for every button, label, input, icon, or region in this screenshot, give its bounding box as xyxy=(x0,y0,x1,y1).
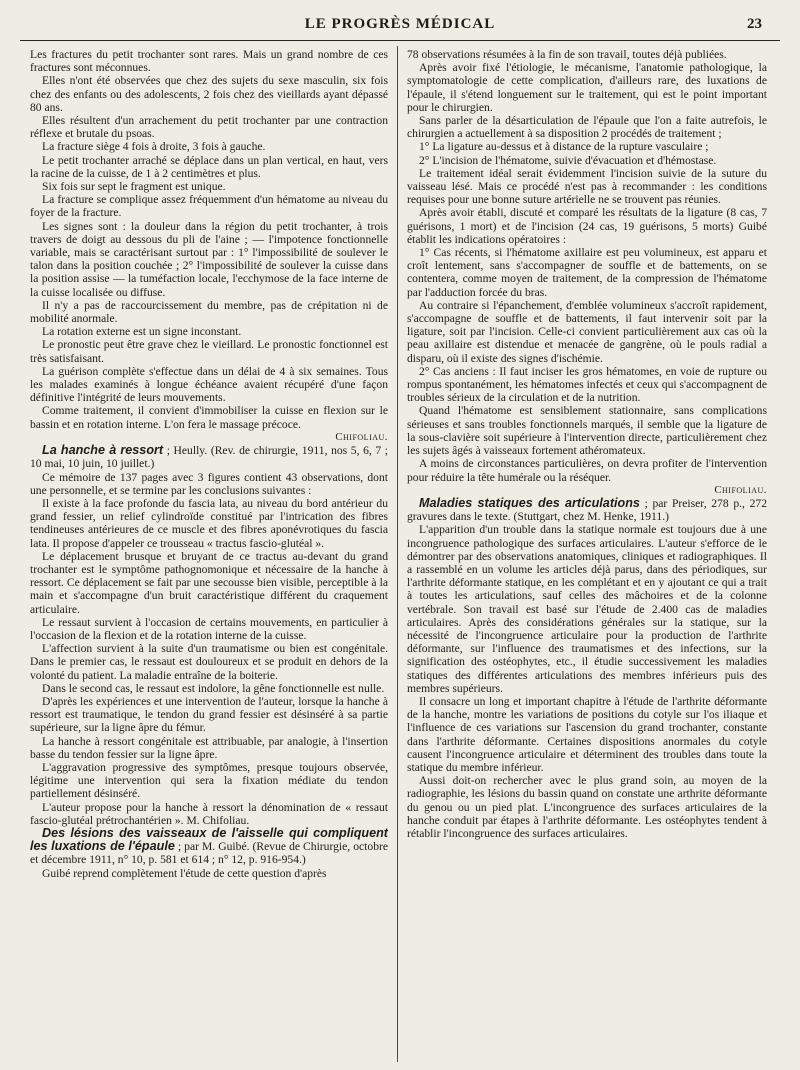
paragraph: 2° L'incision de l'hématome, suivie d'évacuation et d'hémostase. xyxy=(419,153,717,167)
page-number: 23 xyxy=(747,16,762,32)
paragraph: Après avoir fixé l'étiologie, le mécanisme, l'anatomie pathologique, la symptomatologie de cette complication, d'ailleurs rare, des luxations de l'épaule, il s'étend longuement sur le traitement, qui est le point important pour le chirurgien. xyxy=(407,61,767,114)
author-signature: Chifoliau. xyxy=(714,483,767,496)
paragraph: D'après les expériences et une intervention de l'auteur, lorsque la hanche à ressort est traumatique, le tendon du grand fessier est désinséré à sa partie supérieure, sur la ligne âpre du fémur. xyxy=(30,694,388,735)
paragraph: Les fractures du petit trochanter sont rares. Mais un grand nombre de ces fractures sont méconnues. xyxy=(30,48,388,75)
paragraph: La rotation externe est un signe inconstant. xyxy=(42,325,242,339)
paragraph: Guibé reprend complètement l'étude de cette question d'après xyxy=(42,866,327,880)
intro-paragraphs xyxy=(30,48,388,431)
article-heading-lesions xyxy=(30,827,388,867)
paragraph: L'affection survient à la suite d'un traumatisme ou bien est congénitale. Dans le premier cas, le ressaut est douloureux et se produit en dehors de la volonté du patient. La maladie entraîne de la boiterie. xyxy=(30,642,388,682)
paragraph: La fracture siège 4 fois à droite, 3 fois à gauche. xyxy=(42,140,266,154)
paragraph: L'aggravation progressive des symptômes, presque toujours observée, légitime une intervention qui sera la fixation médiate du tendon partiellement désinséré. xyxy=(30,760,388,801)
paragraph: L'auteur propose pour la hanche à ressort la dénomination de « ressaut fascio-glutéal prétrochantérien ». M. Chifoliau. xyxy=(30,800,388,827)
paragraph: L'apparition d'un trouble dans la statique normale est toujours due à une incongruence pathologique des surfaces articulaires. L'auteur s'efforce de le démontrer par des observations anatomiques, cliniques et radiographiques. Il a rassemblé en un volume les articles déjà parus, dans des périodiques, sur l'arthrite déformante statique, en les complétant et en y ajoutant ce qui a trait à toutes les articulations, sauf celles des mâchoires et de la colonne vertébrale. Son travail est basé sur l'étude de 2.400 cas de maladies articulaires. Après des considérations générales sur la statique, sur la nécessité de l'incongruence articulaire pour la production de l'arthrite déformante, sur l'influence des traumatismes et des infections, sur la signification des ostéophytes, etc., il étudie successivement les maladies statiques des différentes articulations des membres inférieurs puis des membres supérieurs. xyxy=(407,523,767,695)
paragraph: Le traitement idéal serait évidemment l'incision suivie de la suture du vaisseau lésé. Mais ce procédé n'est pas à recommander : les conditions requises pour une bonne suture artérielle ne se trouvent pas réunies. xyxy=(407,166,767,207)
paragraph: 1° Cas récents, si l'hématome axillaire est peu volumineux, est apparu et croît lentement, sans s'accompagner de souffle et de battements, on se contentera, comme moyen de traitement, de la compression de l'hématome par l'adduction forcée du bras. xyxy=(407,246,767,299)
maladies-paragraphs xyxy=(407,523,767,840)
lesions-continued-paragraphs xyxy=(407,48,767,484)
paragraph: Le ressaut survient à l'occasion de certains mouvements, en particulier à l'occasion de la flexion et de la rotation interne de la cuisse. xyxy=(30,615,388,642)
article-title: Maladies statiques des articulations xyxy=(419,495,640,510)
article-reference: ; par Preiser, 278 p., 272 gravures dans le texte. (Stuttgart, chez M. Henke, 1911.) xyxy=(407,496,767,524)
paragraph: Le déplacement brusque et bruyant de ce tractus au-devant du grand trochanter est le symptôme pathognomonique et nécessaire de la hanche à ressort. Ce déplacement se fait par une secousse bien visible, perceptible à la main et s'accompagne d'un bruit caractéristique différent du craquement articulaire. xyxy=(30,549,388,616)
author-signature: Chifoliau. xyxy=(335,430,388,443)
paragraph: Il consacre un long et important chapitre à l'étude de l'arthrite déformante de la hanche, montre les variations de positions du cotyle sur l'os iliaque et l'influence de ces variations sur l'ascension du grand trochanter, constante dans l'arthrite déformante. Certaines dispositions anormales du cotyle causent l'incongruence articulaire et déterminent des troubles dans toute la statique du membre inférieur. xyxy=(407,694,767,774)
paragraph: La hanche à ressort congénitale est attribuable, par analogie, à l'insertion basse du tendon fessier sur la ligne âpre. xyxy=(30,734,388,761)
paragraph: Aussi doit-on rechercher avec le plus grand soin, au moyen de la radiographie, les lésions du bassin quand on constate une arthrite déformante du genou ou un pied plat. L'incongruence des surfaces articulaires de la hanche conduit par étapes à l'arthrite déformante. Les ostéophytes tendent à rétablir l'incongruence des surfaces articulaires. xyxy=(407,774,767,840)
paragraph: Quand l'hématome est sensiblement stationnaire, sans complications sérieuses et sans troubles fonctionnels marqués, il semble que la ligature de la sous-clavière soit supérieure à l'intervention directe, particulièrement chez les sujets âgés à vaisseaux fortement athéromateux. xyxy=(407,404,767,458)
paragraph: Il n'y a pas de raccourcissement du membre, pas de crépitation ni de mobilité anormale. xyxy=(30,298,388,326)
hanche-paragraphs xyxy=(30,471,388,827)
paragraph: Il existe à la face profonde du fascia lata, au niveau du bord antérieur du grand fessier, un relief cylindroïde constitué par l'intrication des fibres tendineuses antérieures de ce muscle et des fibres aponévrotiques du fascia lata. Il propose d'appeler ce trousseau « tractus fascio-glutéal ». xyxy=(30,496,388,550)
paragraph: 78 observations résumées à la fin de son travail, toutes déjà publiées. xyxy=(407,48,727,61)
page-header xyxy=(20,14,780,41)
paragraph: Dans le second cas, le ressaut est indolore, la gêne fonctionnelle est nulle. xyxy=(42,681,385,695)
paragraph: Elles n'ont été observées que chez des sujets du sexe masculin, six fois chez des enfants ou des adolescents, 2 fois chez des vieillards ayant dépassé 80 ans. xyxy=(30,74,388,114)
paragraph: Comme traitement, il convient d'immobiliser la cuisse en flexion sur le bassin et en rotation interne. L'on fera le massage précoce. xyxy=(30,404,388,431)
paragraph: La guérison complète s'effectue dans un délai de 4 à six semaines. Tous les malades examinés à longue échéance avaient récupéré d'une façon définitive l'intégrité de leurs mouvements. xyxy=(30,364,388,405)
paragraph: Le petit trochanter arraché se déplace dans un plan vertical, en haut, vers la racine de la cuisse, de 1 à 2 centimètres et plus. xyxy=(30,153,388,180)
article-title: Des lésions des vaisseaux de l'aisselle qui compliquent les luxations de l'épaule xyxy=(30,825,388,854)
paragraph: Les signes sont : la douleur dans la région du petit trochanter, à trois travers de doigt au dessous du pli de l'aine ; — l'impotence fonctionnelle variable, mais se caractérisant surtout par : 1° l'impossibilité de soulever le talon dans la position couchée ; 2° l'impossibilité de soulever la cuisse dans la position assise — la tuméfaction locale, l'ecchymose de la face interne de la cuisse localisée ou diffuse. xyxy=(30,219,388,299)
column-divider xyxy=(397,46,398,1062)
article-title: La hanche à ressort xyxy=(42,443,164,458)
paragraph: 1° La ligature au-dessus et à distance de la rupture vasculaire ; xyxy=(419,140,709,154)
right-column xyxy=(407,48,767,1060)
paragraph: La fracture se complique assez fréquemment d'un hématome au niveau du foyer de la fracture. xyxy=(30,193,388,220)
paragraph: Elles résultent d'un arrachement du petit trochanter par une contraction réflexe et brutale du psoas. xyxy=(30,114,388,141)
paragraph: Après avoir établi, discuté et comparé les résultats de la ligature (8 cas, 7 guérisons, 1 mort) et de l'incision (24 cas, 19 guérisons, 5 morts) Guibé établit les indications opératoires : xyxy=(407,206,767,246)
paragraph: Le pronostic peut être grave chez le vieillard. Le pronostic fonctionnel est très satisfaisant. xyxy=(30,338,388,365)
article-heading-maladies xyxy=(407,497,767,523)
left-column xyxy=(30,48,388,1060)
paragraph: A moins de circonstances particulières, on devra profiter de l'intervention pour réduire la tête humérale ou la réséquer. xyxy=(407,457,767,484)
paragraph: Ce mémoire de 137 pages avec 3 figures contient 43 observations, dont une personnelle, et se termine par les conclusions suivantes : xyxy=(30,470,388,497)
article-heading-hanche xyxy=(30,444,388,470)
paragraph: 2° Cas anciens : Il faut inciser les gros hématomes, en voie de rupture ou rompus spontanément, les hématomes infectés et ceux qui s'accompagnent de troubles sérieux de la circulation et de la nutrition. xyxy=(407,364,767,405)
journal-title: LE PROGRÈS MÉDICAL xyxy=(304,16,496,32)
paragraph: Sans parler de la désarticulation de l'épaule que l'on a faite autrefois, le chirurgien a actuellement à sa disposition 2 procédés de traitement ; xyxy=(407,114,767,141)
paragraph: Au contraire si l'épanchement, d'emblée volumineux s'accroît rapidement, s'accompagne de souffle et de battements, il faut intervenir soit par la ligature, soit par l'incision. Celle-ci convient particulièrement aux cas où la peau axillaire est distendue et menacée de gangrène, où le pouls radial a disparu, où il existe des signes d'ischémie. xyxy=(407,298,767,365)
article-reference: ; par M. Guibé. (Revue de Chirurgie, octobre et décembre 1911, n° 10, p. 581 et 614 ; n° 12, p. 916-954.) xyxy=(30,840,388,867)
paragraph: Six fois sur sept le fragment est unique. xyxy=(42,180,226,194)
article-reference: ; Heully. (Rev. de chirurgie, 1911, nos 5, 6, 7 ; 10 mai, 10 juin, 10 juillet.) xyxy=(30,444,388,471)
